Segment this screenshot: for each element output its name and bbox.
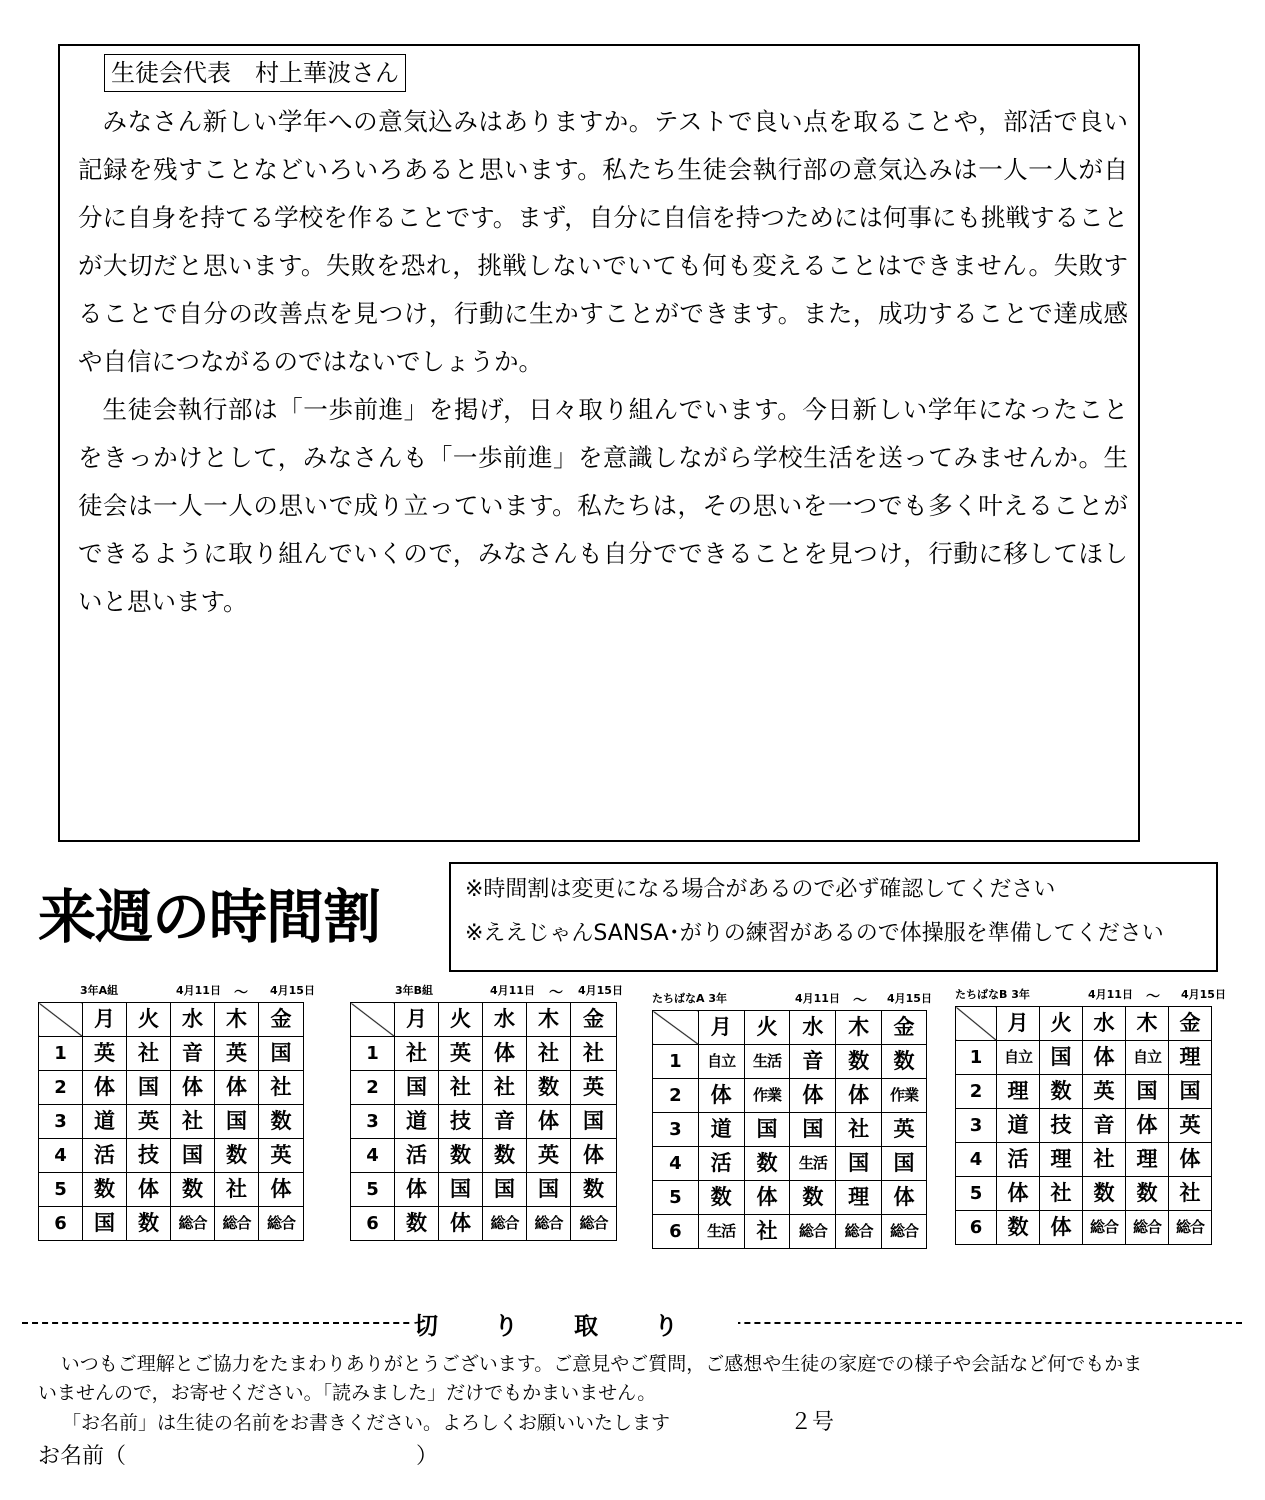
subject-cell: 数 bbox=[395, 1207, 439, 1241]
note-1: ※時間割は変更になる場合があるので必ず確認してください bbox=[465, 877, 1056, 902]
subject-cell: 社 bbox=[836, 1113, 882, 1147]
period-number: 2 bbox=[956, 1075, 997, 1109]
subject-cell: 体 bbox=[259, 1173, 304, 1207]
corner-cell bbox=[653, 1011, 699, 1045]
subject-cell: 国 bbox=[439, 1173, 483, 1207]
subject-cell: 道 bbox=[698, 1113, 744, 1147]
timetable-header bbox=[38, 982, 315, 1002]
subject-cell: 英 bbox=[83, 1037, 127, 1071]
subject-cell: 総合 bbox=[215, 1207, 259, 1241]
subject-cell: 数 bbox=[215, 1139, 259, 1173]
subject-cell: 国 bbox=[1126, 1075, 1169, 1109]
timetable-grid bbox=[38, 1002, 304, 1241]
subject-cell: 国 bbox=[571, 1105, 617, 1139]
subject-cell: 道 bbox=[395, 1105, 439, 1139]
subject-cell: 体 bbox=[836, 1079, 882, 1113]
subject-cell: 社 bbox=[571, 1037, 617, 1071]
subject-cell: 社 bbox=[127, 1037, 171, 1071]
subject-cell: 総合 bbox=[882, 1215, 927, 1249]
corner-cell bbox=[39, 1003, 83, 1037]
subject-cell: 体 bbox=[1126, 1109, 1169, 1143]
subject-cell: 体 bbox=[1040, 1211, 1083, 1245]
period-number: 6 bbox=[351, 1207, 395, 1241]
subject-cell: 数 bbox=[744, 1147, 790, 1181]
subject-cell: 音 bbox=[1083, 1109, 1126, 1143]
subject-cell: 道 bbox=[997, 1109, 1040, 1143]
timetable-header bbox=[350, 982, 623, 1002]
subject-cell: 数 bbox=[483, 1139, 527, 1173]
timetable-tilde: ～ bbox=[853, 993, 867, 1009]
subject-cell: 技 bbox=[439, 1105, 483, 1139]
day-header: 火 bbox=[744, 1011, 790, 1045]
day-header: 金 bbox=[259, 1003, 304, 1037]
subject-cell: 数 bbox=[171, 1173, 215, 1207]
subject-cell: 体 bbox=[1169, 1143, 1212, 1177]
subject-cell: 国 bbox=[790, 1113, 836, 1147]
timetable-from: 4月11日 bbox=[176, 984, 221, 997]
subject-cell: 数 bbox=[882, 1045, 927, 1079]
timetable-from: 4月11日 bbox=[490, 984, 535, 997]
subject-cell: 音 bbox=[483, 1105, 527, 1139]
timetable-header bbox=[652, 990, 932, 1010]
subject-cell: 数 bbox=[836, 1045, 882, 1079]
table-row bbox=[351, 1071, 617, 1105]
subject-cell: 活 bbox=[83, 1139, 127, 1173]
timetable-class: たちばなB 3年 bbox=[955, 988, 1030, 1001]
subject-cell: 総合 bbox=[571, 1207, 617, 1241]
subject-cell: 体 bbox=[698, 1079, 744, 1113]
subject-cell: 数 bbox=[527, 1071, 571, 1105]
table-row bbox=[653, 1079, 927, 1113]
subject-cell: 体 bbox=[571, 1139, 617, 1173]
subject-cell: 数 bbox=[83, 1173, 127, 1207]
table-row bbox=[956, 1211, 1212, 1245]
table-row bbox=[956, 1109, 1212, 1143]
subject-cell: 体 bbox=[439, 1207, 483, 1241]
subject-cell: 国 bbox=[127, 1071, 171, 1105]
subject-cell: 自立 bbox=[1126, 1041, 1169, 1075]
subject-cell: 国 bbox=[744, 1113, 790, 1147]
subject-cell: 総合 bbox=[1169, 1211, 1212, 1245]
subject-cell: 国 bbox=[527, 1173, 571, 1207]
corner-cell bbox=[351, 1003, 395, 1037]
period-number: 3 bbox=[956, 1109, 997, 1143]
subject-cell: 国 bbox=[395, 1071, 439, 1105]
subject-cell: 技 bbox=[127, 1139, 171, 1173]
subject-cell: 国 bbox=[882, 1147, 927, 1181]
message-paragraph-1: みなさん新しい学年への意気込みはありますか。テストで良い点を取ることや，部活で良い記録を残すことなどいろいろあると思います。私たち生徒会執行部の意気込みは一人一人が自分に自身を持てる学校を作ることです。まず，自分に自信を持つためには何事にも挑戦することが大切だと思います。失敗を恐れ，挑戦しないでいても何も変えることはできません。失敗することで自分の改善点を見つけ，行動に生かすことができます。また，成功することで達成感や自信につながるのではないでしょうか。 bbox=[78, 107, 1128, 376]
period-number: 5 bbox=[39, 1173, 83, 1207]
subject-cell: 総合 bbox=[790, 1215, 836, 1249]
timetable-to: 4月15日 bbox=[578, 984, 623, 997]
subject-cell: 総合 bbox=[259, 1207, 304, 1241]
subject-cell: 総合 bbox=[1083, 1211, 1126, 1245]
day-header: 火 bbox=[1040, 1007, 1083, 1041]
subject-cell: 自立 bbox=[698, 1045, 744, 1079]
subject-cell: 体 bbox=[527, 1105, 571, 1139]
day-header: 金 bbox=[1169, 1007, 1212, 1041]
subject-cell: 生活 bbox=[790, 1147, 836, 1181]
subject-cell: 英 bbox=[215, 1037, 259, 1071]
subject-cell: 英 bbox=[571, 1071, 617, 1105]
subject-cell: 社 bbox=[439, 1071, 483, 1105]
subject-cell: 体 bbox=[790, 1079, 836, 1113]
table-row bbox=[39, 1105, 304, 1139]
subject-cell: 社 bbox=[744, 1215, 790, 1249]
subject-cell: 総合 bbox=[483, 1207, 527, 1241]
timetable-day-row bbox=[653, 1011, 927, 1045]
subject-cell: 英 bbox=[127, 1105, 171, 1139]
period-number: 5 bbox=[653, 1181, 699, 1215]
subject-cell: 理 bbox=[1126, 1143, 1169, 1177]
subject-cell: 数 bbox=[259, 1105, 304, 1139]
table-row bbox=[39, 1037, 304, 1071]
period-number: 1 bbox=[39, 1037, 83, 1071]
subject-cell: 体 bbox=[882, 1181, 927, 1215]
issue-number: ２号 bbox=[790, 1410, 835, 1435]
subject-cell: 体 bbox=[395, 1173, 439, 1207]
subject-cell: 社 bbox=[1169, 1177, 1212, 1211]
next-week-title: 来週の時間割 bbox=[38, 883, 381, 951]
table-row bbox=[39, 1173, 304, 1207]
subject-cell: 国 bbox=[1040, 1041, 1083, 1075]
timetable-class: たちばなA 3年 bbox=[652, 992, 727, 1005]
period-number: 4 bbox=[653, 1147, 699, 1181]
timetable-header bbox=[955, 986, 1226, 1006]
period-number: 6 bbox=[39, 1207, 83, 1241]
period-number: 4 bbox=[351, 1139, 395, 1173]
subject-cell: 理 bbox=[1169, 1041, 1212, 1075]
subject-cell: 総合 bbox=[171, 1207, 215, 1241]
period-number: 3 bbox=[39, 1105, 83, 1139]
table-row bbox=[39, 1071, 304, 1105]
subject-cell: 数 bbox=[571, 1173, 617, 1207]
period-number: 2 bbox=[351, 1071, 395, 1105]
message-heading: 生徒会代表 村上華波さん bbox=[104, 54, 406, 92]
day-header: 月 bbox=[83, 1003, 127, 1037]
subject-cell: 数 bbox=[439, 1139, 483, 1173]
subject-cell: 数 bbox=[1083, 1177, 1126, 1211]
timetable-grid bbox=[955, 1006, 1212, 1245]
subject-cell: 英 bbox=[259, 1139, 304, 1173]
subject-cell: 国 bbox=[83, 1207, 127, 1241]
day-header: 木 bbox=[836, 1011, 882, 1045]
timetable-from: 4月11日 bbox=[795, 992, 840, 1005]
subject-cell: 社 bbox=[1083, 1143, 1126, 1177]
subject-cell: 国 bbox=[215, 1105, 259, 1139]
subject-cell: 社 bbox=[171, 1105, 215, 1139]
timetable-day-row bbox=[956, 1007, 1212, 1041]
period-number: 1 bbox=[956, 1041, 997, 1075]
slip-name-instruction: 「お名前」は生徒の名前をお書きください。よろしくお願いいたします bbox=[62, 1412, 671, 1434]
period-number: 3 bbox=[653, 1113, 699, 1147]
day-header: 金 bbox=[882, 1011, 927, 1045]
table-row bbox=[653, 1113, 927, 1147]
timetable-from: 4月11日 bbox=[1088, 988, 1133, 1001]
subject-cell: 理 bbox=[1040, 1143, 1083, 1177]
timetable-to: 4月15日 bbox=[887, 992, 932, 1005]
subject-cell: 国 bbox=[836, 1147, 882, 1181]
table-row bbox=[653, 1181, 927, 1215]
subject-cell: 英 bbox=[439, 1037, 483, 1071]
subject-cell: 数 bbox=[127, 1207, 171, 1241]
timetable-tilde: ～ bbox=[1146, 989, 1160, 1005]
subject-cell: 体 bbox=[215, 1071, 259, 1105]
subject-cell: 社 bbox=[1040, 1177, 1083, 1211]
timetable-grid bbox=[652, 1010, 927, 1249]
subject-cell: 生活 bbox=[744, 1045, 790, 1079]
subject-cell: 自立 bbox=[997, 1041, 1040, 1075]
message-body bbox=[78, 98, 1128, 626]
period-number: 4 bbox=[39, 1139, 83, 1173]
subject-cell: 道 bbox=[83, 1105, 127, 1139]
subject-cell: 数 bbox=[698, 1181, 744, 1215]
subject-cell: 総合 bbox=[1126, 1211, 1169, 1245]
timetable-grid bbox=[350, 1002, 617, 1241]
subject-cell: 社 bbox=[395, 1037, 439, 1071]
table-row bbox=[351, 1207, 617, 1241]
timetable-class: 3年A組 bbox=[80, 984, 119, 997]
subject-cell: 社 bbox=[527, 1037, 571, 1071]
day-header: 水 bbox=[171, 1003, 215, 1037]
subject-cell: 数 bbox=[997, 1211, 1040, 1245]
table-row bbox=[39, 1139, 304, 1173]
day-header: 水 bbox=[790, 1011, 836, 1045]
timetable-day-row bbox=[351, 1003, 617, 1037]
timetable-to: 4月15日 bbox=[270, 984, 315, 997]
subject-cell: 活 bbox=[698, 1147, 744, 1181]
notes-box bbox=[449, 862, 1218, 972]
subject-cell: 体 bbox=[171, 1071, 215, 1105]
subject-cell: 国 bbox=[171, 1139, 215, 1173]
table-row bbox=[351, 1037, 617, 1071]
table-row bbox=[351, 1105, 617, 1139]
name-close: ） bbox=[416, 1444, 439, 1469]
slip-message: いつもご理解とご協力をたまわりありがとうございます。ご意見やご質問，ご感想や生徒の家庭での様子や会話など何でもかまいませんので，お寄せください。「読みました」だけでもかまいません。 bbox=[38, 1353, 1143, 1404]
timetable-class: 3年B組 bbox=[395, 984, 434, 997]
table-row bbox=[351, 1139, 617, 1173]
subject-cell: 国 bbox=[1169, 1075, 1212, 1109]
subject-cell: 数 bbox=[1126, 1177, 1169, 1211]
subject-cell: 技 bbox=[1040, 1109, 1083, 1143]
subject-cell: 活 bbox=[997, 1143, 1040, 1177]
corner-cell bbox=[956, 1007, 997, 1041]
timetable-tilde: ～ bbox=[234, 985, 248, 1001]
subject-cell: 数 bbox=[790, 1181, 836, 1215]
subject-cell: 体 bbox=[744, 1181, 790, 1215]
cut-label: 切り取り bbox=[410, 1306, 738, 1341]
day-header: 火 bbox=[439, 1003, 483, 1037]
period-number: 4 bbox=[956, 1143, 997, 1177]
subject-cell: 総合 bbox=[527, 1207, 571, 1241]
day-header: 木 bbox=[527, 1003, 571, 1037]
subject-cell: 生活 bbox=[698, 1215, 744, 1249]
timetable-to: 4月15日 bbox=[1181, 988, 1226, 1001]
period-number: 6 bbox=[956, 1211, 997, 1245]
subject-cell: 作業 bbox=[882, 1079, 927, 1113]
table-row bbox=[956, 1143, 1212, 1177]
day-header: 木 bbox=[1126, 1007, 1169, 1041]
day-header: 水 bbox=[483, 1003, 527, 1037]
subject-cell: 社 bbox=[483, 1071, 527, 1105]
table-row bbox=[653, 1215, 927, 1249]
subject-cell: 英 bbox=[527, 1139, 571, 1173]
timetable-day-row bbox=[39, 1003, 304, 1037]
subject-cell: 音 bbox=[790, 1045, 836, 1079]
period-number: 6 bbox=[653, 1215, 699, 1249]
period-number: 5 bbox=[351, 1173, 395, 1207]
subject-cell: 英 bbox=[1083, 1075, 1126, 1109]
day-header: 木 bbox=[215, 1003, 259, 1037]
name-field-row bbox=[38, 1440, 438, 1474]
subject-cell: 体 bbox=[1083, 1041, 1126, 1075]
subject-cell: 理 bbox=[836, 1181, 882, 1215]
subject-cell: 英 bbox=[1169, 1109, 1212, 1143]
period-number: 1 bbox=[351, 1037, 395, 1071]
day-header: 月 bbox=[997, 1007, 1040, 1041]
subject-cell: 総合 bbox=[836, 1215, 882, 1249]
subject-cell: 英 bbox=[882, 1113, 927, 1147]
day-header: 火 bbox=[127, 1003, 171, 1037]
subject-cell: 活 bbox=[395, 1139, 439, 1173]
subject-cell: 体 bbox=[997, 1177, 1040, 1211]
note-2: ※ええじゃんSANSA･がりの練習があるので体操服を準備してください bbox=[465, 921, 1164, 946]
subject-cell: 数 bbox=[1040, 1075, 1083, 1109]
period-number: 5 bbox=[956, 1177, 997, 1211]
name-label: お名前（ bbox=[38, 1444, 127, 1469]
subject-cell: 社 bbox=[215, 1173, 259, 1207]
table-row bbox=[39, 1207, 304, 1241]
subject-cell: 音 bbox=[171, 1037, 215, 1071]
day-header: 月 bbox=[395, 1003, 439, 1037]
message-paragraph-2: 生徒会執行部は「一歩前進」を掲げ，日々取り組んでいます。今日新しい学年になったことをきっかけとして，みなさんも「一歩前進」を意識しながら学校生活を送ってみませんか。生徒会は一人一人の思いで成り立っています。私たちは，その思いを一つでも多く叶えることができるように取り組んでいくので，みなさんも自分でできることを見つけ，行動に移してほしいと思います。 bbox=[78, 395, 1128, 616]
day-header: 金 bbox=[571, 1003, 617, 1037]
table-row bbox=[653, 1147, 927, 1181]
subject-cell: 国 bbox=[259, 1037, 304, 1071]
subject-cell: 国 bbox=[483, 1173, 527, 1207]
timetable-tilde: ～ bbox=[549, 985, 563, 1001]
table-row bbox=[956, 1177, 1212, 1211]
subject-cell: 体 bbox=[483, 1037, 527, 1071]
subject-cell: 体 bbox=[127, 1173, 171, 1207]
subject-cell: 理 bbox=[997, 1075, 1040, 1109]
subject-cell: 社 bbox=[259, 1071, 304, 1105]
period-number: 2 bbox=[39, 1071, 83, 1105]
table-row bbox=[351, 1173, 617, 1207]
table-row bbox=[653, 1045, 927, 1079]
table-row bbox=[956, 1041, 1212, 1075]
subject-cell: 作業 bbox=[744, 1079, 790, 1113]
period-number: 1 bbox=[653, 1045, 699, 1079]
table-row bbox=[956, 1075, 1212, 1109]
period-number: 3 bbox=[351, 1105, 395, 1139]
subject-cell: 体 bbox=[83, 1071, 127, 1105]
day-header: 水 bbox=[1083, 1007, 1126, 1041]
day-header: 月 bbox=[698, 1011, 744, 1045]
period-number: 2 bbox=[653, 1079, 699, 1113]
